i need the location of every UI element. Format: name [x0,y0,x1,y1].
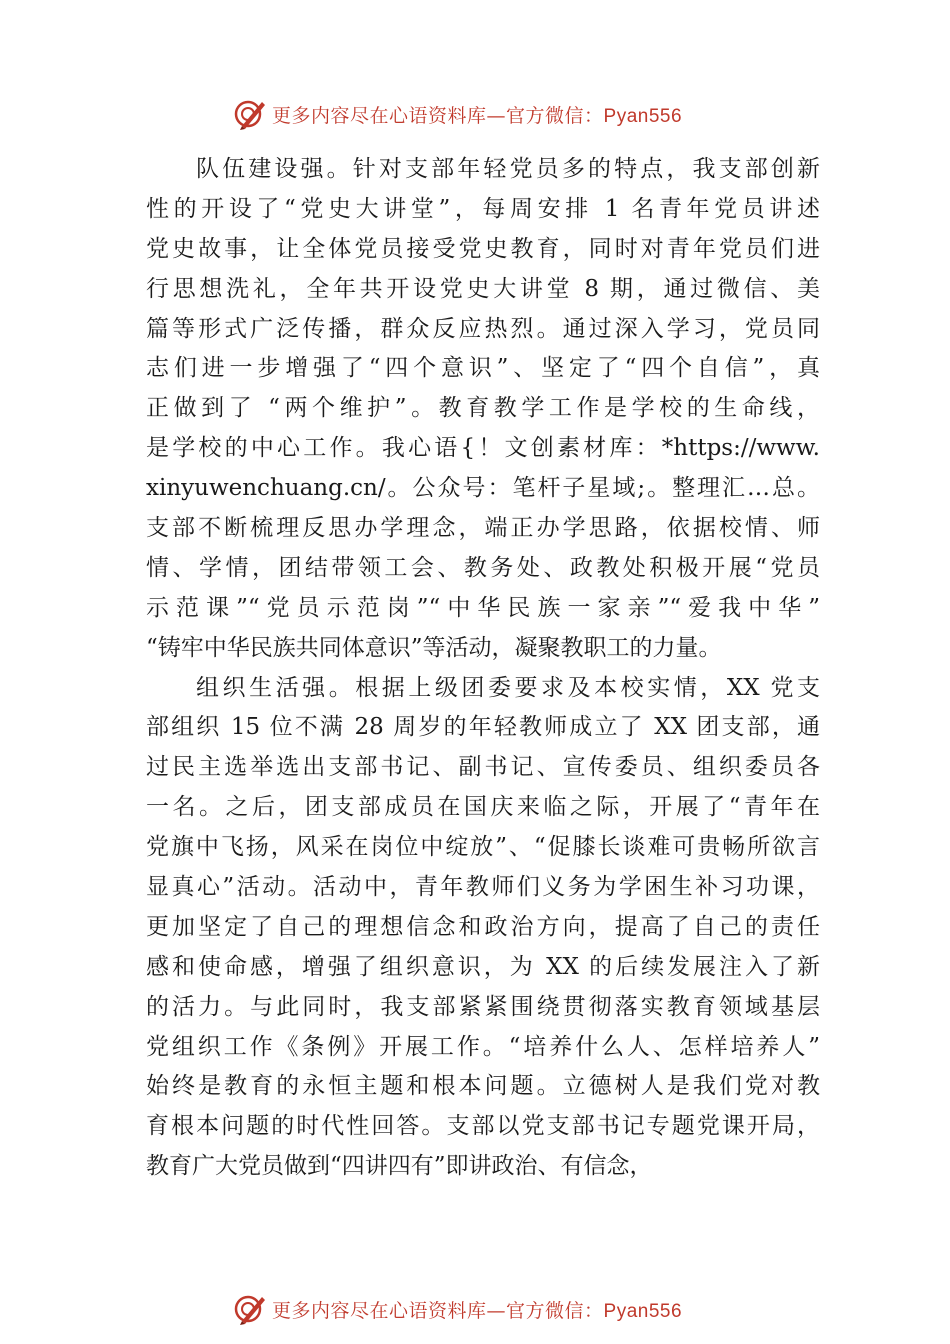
footer-banner[interactable] [232,1291,682,1327]
header-banner-text [272,101,682,128]
text-line: 党组织工作《条例》开展工作。“培养什么人、怎样培养人” [146,1033,820,1060]
text-line: 志们进一步增强了“四个意识”、坚定了“四个自信”，真 [146,355,820,382]
text-line: 情、学情，团结带领工会、教务处、政教处积极开展“党员 [146,554,820,581]
text-line: 过民主选举选出支部书记、副书记、宣传委员、组织委员各 [146,754,820,781]
text-line: 正做到了 “两个维护”。教育教学工作是学校的生命线， [146,395,820,422]
text-line: 党史故事，让全体党员接受党史教育，同时对青年党员们进 [146,235,820,262]
text-line: 一名。之后，团支部成员在国庆来临之际，开展了“青年在 [146,794,820,821]
text-line: 更加坚定了自己的理想信念和政治方向，提高了自己的责任 [146,913,820,940]
text-line: 部组织 15 位不满 28 周岁的年轻教师成立了 XX 团支部，通 [146,714,820,741]
text-line: 始终是教育的永恒主题和根本问题。立德树人是我们党对教 [146,1073,820,1100]
body-text [146,150,820,1187]
footer-banner-text [272,1296,682,1323]
text-line: xinyuwenchuang.cn/。公众号：笔杆子星域;。整理汇…总。 [146,475,820,502]
text-line: 育根本问题的时代性回答。支部以党支部书记专题党课开局， [146,1113,820,1140]
text-line: 教育广大党员做到“四讲四有”即讲政治、有信念， [146,1153,653,1180]
text-line: 行思想洗礼，全年共开设党史大讲堂 8 期，通过微信、美 [146,275,820,302]
pen-logo-icon [232,1291,268,1327]
text-line: 性的开设了“党史大讲堂”，每周安排 1 名青年党员讲述 [146,195,820,222]
text-line: 感和使命感，增强了组织意识，为 XX 的后续发展注入了新 [146,953,820,980]
text-line: “铸牢中华民族共同体意识”等活动，凝聚教职工的力量。 [146,634,722,661]
text-line: 篇等形式广泛传播，群众反应热烈。通过深入学习，党员同 [146,315,820,342]
text-line: 组织生活强。根据上级团委要求及本校实情，XX 党支 [196,674,820,701]
text-line: 示范课”“党员示范岗”“中华民族一家亲”“爱我中华” [146,594,820,621]
header-banner[interactable] [232,96,682,132]
footer-banner-label: 更多内容尽在心语资料库—官方微信： [272,1299,604,1322]
text-line: 是学校的中心工作。我心语{！文创素材库：*https://www. [146,435,820,462]
pen-logo-icon [232,96,268,132]
header-wechat-id: Pyan556 [603,105,683,127]
text-line: 队伍建设强。针对支部年轻党员多的特点，我支部创新 [196,156,820,182]
header-banner-label: 更多内容尽在心语资料库—官方微信： [272,104,604,127]
text-line: 党旗中飞扬，风采在岗位中绽放”、“促膝长谈难可贵畅所欲言 [146,834,820,861]
footer-wechat-id: Pyan556 [603,1300,683,1322]
text-line: 显真心”活动。活动中，青年教师们义务为学困生补习功课， [146,874,820,901]
text-line: 的活力。与此同时，我支部紧紧围绕贯彻落实教育领域基层 [146,993,820,1020]
text-line: 支部不断梳理反思办学理念，端正办学思路，依据校情、师 [146,515,820,542]
